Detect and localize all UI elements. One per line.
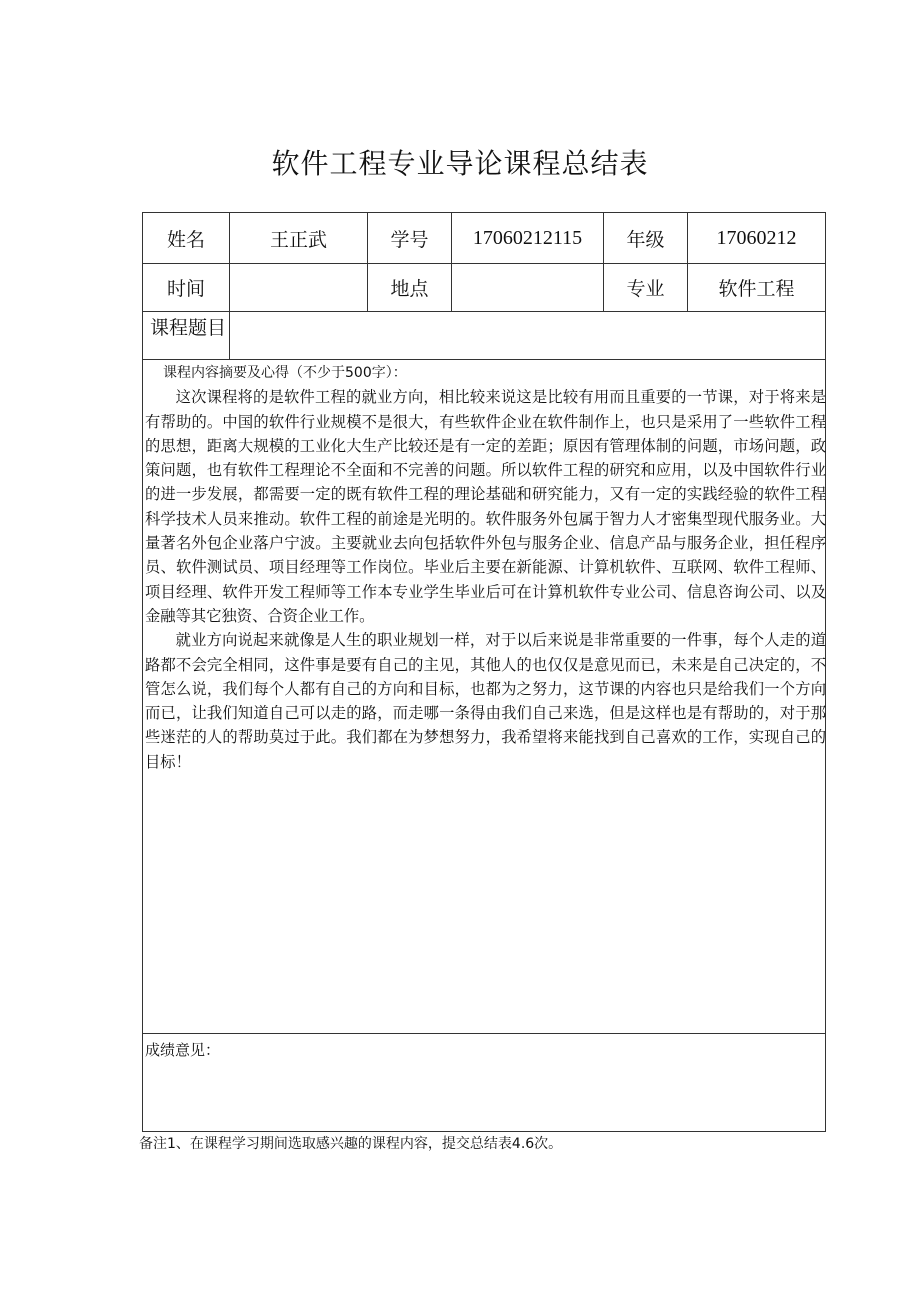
time-label: 时间: [166, 278, 205, 300]
footnote: 备注1、在课程学习期间选取感兴趣的课程内容，提交总结表4.6次。: [139, 1136, 563, 1152]
evaluation-label: 成绩意见：: [145, 1041, 221, 1059]
row-divider: [143, 1033, 825, 1034]
page-title: 软件工程专业导论课程总结表: [271, 147, 649, 180]
summary-heading: 课程内容摘要及心得（不少于500字）：: [163, 365, 407, 381]
name-value[interactable]: 王正武: [269, 228, 327, 251]
summary-paragraph: 就业方向说起来就像是人生的职业规划一样，对于以后来说是非常重要的一件事，每个人走的道路都不会完全相同，这件事是要有自己的主见，其他人的也仅仅是意见而已，未来是自己决定的，不管怎么说，我们每个人都有自己的方向和目标，也都为之努力，这节课的内容也只是给我们一个方向而已，让我们知道自己可以走的路，而走哪一条得由我们自己来选，但是这样也是有帮助的，对于那些迷茫的人的帮助莫过于此。我们都在为梦想努力，我希望将来能找到自己喜欢的工作，实现自己的目标！: [145, 631, 826, 771]
major-label: 专业: [626, 278, 665, 300]
time-value[interactable]: [230, 264, 367, 311]
grade-value[interactable]: 17060212: [716, 226, 797, 249]
summary-paragraph: 这次课程将的是软件工程的就业方向，相比较来说这是比较有用而且重要的一节课，对于将来是有帮助的。中国的软件行业规模不是很大，有些软件企业在软件制作上，也只是采用了一些软件工程的思想，距离大规模的工业化大生产比较还是有一定的差距；原因有管理体制的问题，市场问题，政策问题，也有软件工程理论不全面和不完善的问题。所以软件工程的研究和应用，以及中国软件行业的进一步发展，都需要一定的既有软件工程的理论基础和研究能力，又有一定的实践经验的软件工程科学技术人员来推动。软件工程的前途是光明的。软件服务外包属于智力人才密集型现代服务业。大量著名外包企业落户宁波。主要就业去向包括软件外包与服务企业、信息产品与服务企业，担任程序员、软件测试员、项目经理等工作岗位。毕业后主要在新能源、计算机软件、互联网、软件工程师、项目经理、软件开发工程师等工作本专业学生毕业后可在计算机软件专业公司、信息咨询公司、以及金融等其它独资、合资企业工作。: [145, 388, 826, 625]
summary-form-table: [142, 212, 826, 1132]
major-value[interactable]: 软件工程: [718, 278, 795, 300]
course-topic-label: 课程题目: [150, 317, 227, 339]
course-topic-value[interactable]: [230, 312, 825, 359]
row-divider: [143, 359, 825, 360]
student-id-label: 学号: [390, 228, 429, 251]
course-summary-content[interactable]: [145, 361, 826, 774]
grade-label: 年级: [626, 228, 665, 251]
student-id-value[interactable]: 17060212115: [472, 226, 583, 249]
place-label: 地点: [390, 278, 429, 300]
place-value[interactable]: [452, 264, 603, 311]
name-label: 姓名: [166, 228, 205, 251]
